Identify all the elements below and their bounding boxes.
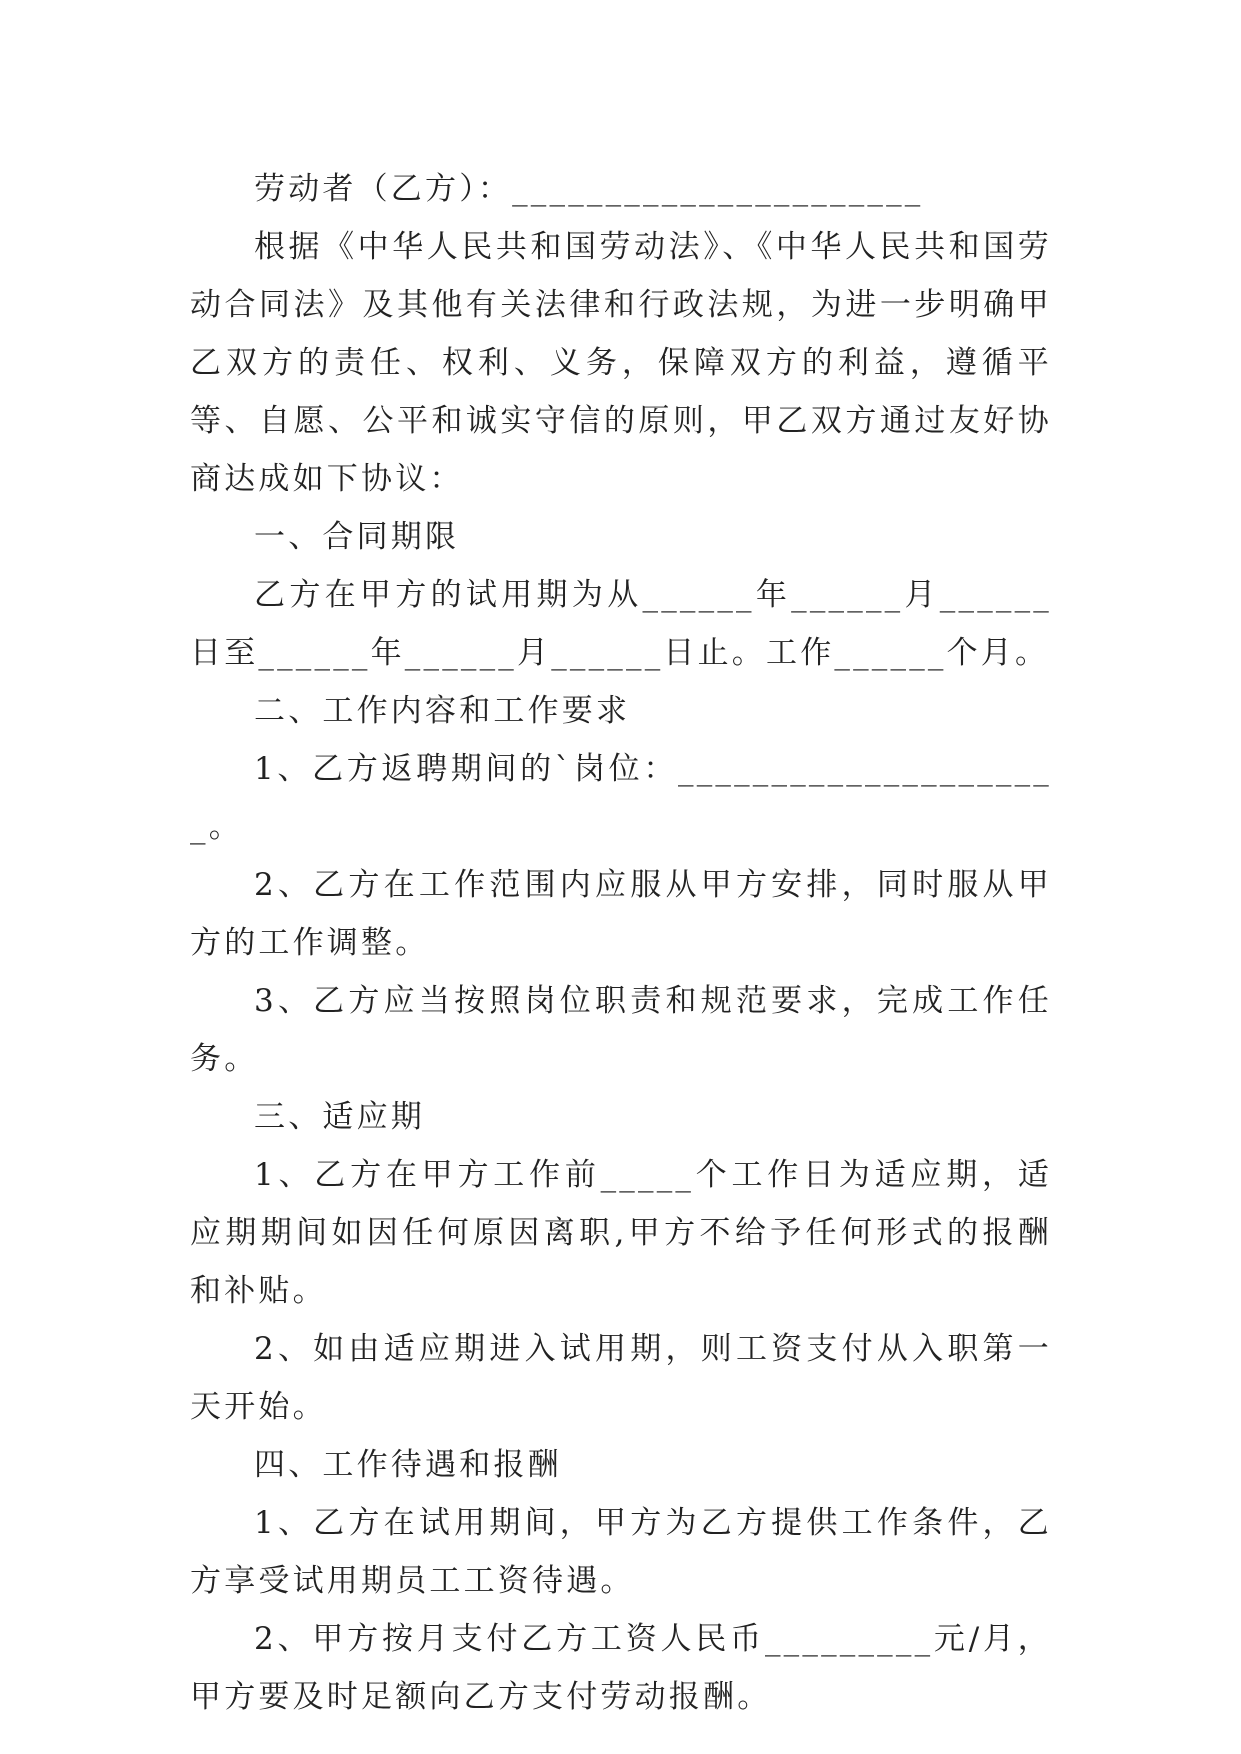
- section-heading-compensation: 四、工作待遇和报酬: [254, 1447, 562, 1483]
- clause-obey-arrangement: 2、乙方在工作范围内应服从甲方安排，同时服从甲方的工作调整。: [190, 867, 1052, 961]
- clause-adaptation-days: 1、乙方在甲方工作前_____个工作日为适应期，适应期期间如因任何原因离职,甲方不给予任何形式的报酬和补贴。: [190, 1157, 1052, 1309]
- clause-monthly-wage: 2、甲方按月支付乙方工资人民币_________元/月，甲方要及时足额向乙方支付劳动报酬。: [190, 1621, 1052, 1715]
- clause-position: 1、乙方返聘期间的`岗位：_____________________。: [190, 751, 1052, 845]
- section-heading-contract-term: 一、合同期限: [254, 519, 460, 555]
- clause-complete-tasks: 3、乙方应当按照岗位职责和规范要求，完成工作任务。: [190, 983, 1052, 1077]
- section-heading-adaptation-period: 三、适应期: [254, 1099, 425, 1135]
- probation-period-paragraph: 乙方在甲方的试用期为从______年______月______日至______年______月______日止。工作______个月。: [190, 577, 1052, 671]
- section-heading-work-content: 二、工作内容和工作要求: [254, 693, 631, 729]
- document-body: [190, 160, 1052, 1726]
- clause-work-conditions: 1、乙方在试用期间，甲方为乙方提供工作条件，乙方享受试用期员工工资待遇。: [190, 1505, 1052, 1599]
- employee-line: 劳动者（乙方）：______________________: [254, 171, 924, 207]
- clause-wage-start: 2、如由适应期进入试用期，则工资支付从入职第一天开始。: [190, 1331, 1052, 1425]
- preamble-paragraph: 根据《中华人民共和国劳动法》、《中华人民共和国劳动合同法》及其他有关法律和行政法规，为进一步明确甲乙双方的责任、权利、义务，保障双方的利益，遵循平等、自愿、公平和诚实守信的原则，甲乙双方通过友好协商达成如下协议：: [190, 229, 1052, 497]
